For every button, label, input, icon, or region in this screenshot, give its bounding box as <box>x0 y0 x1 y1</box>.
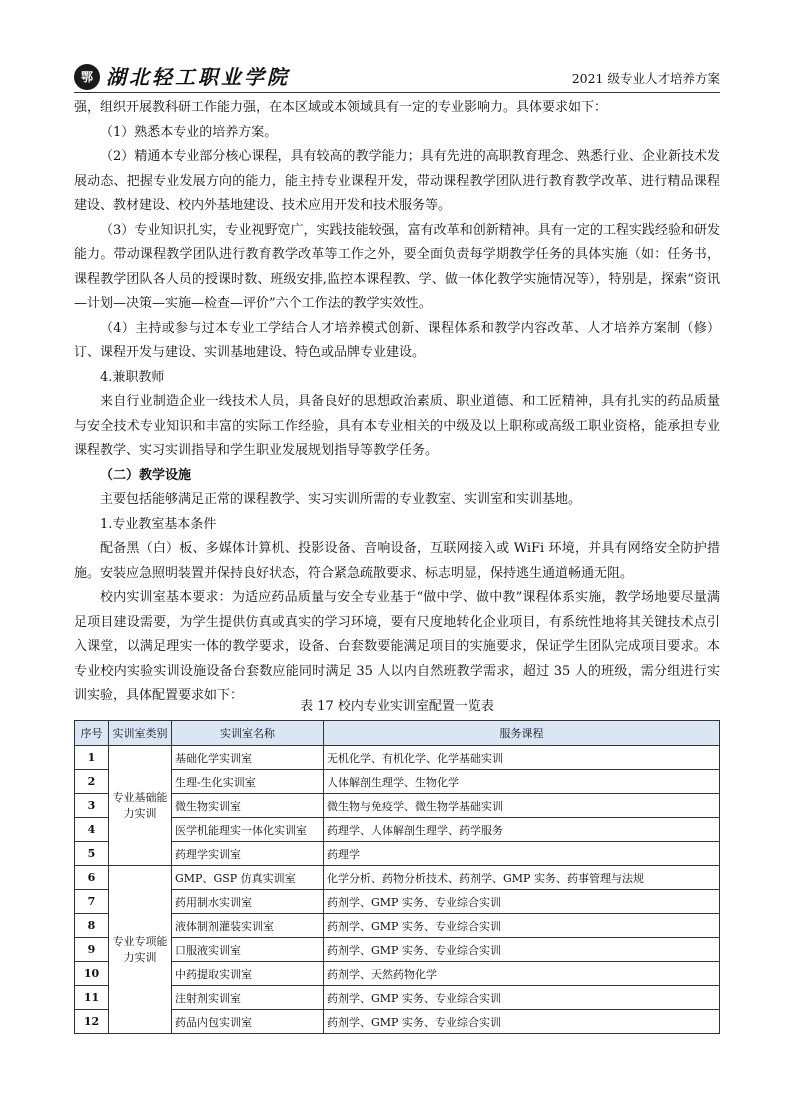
page-header <box>74 62 720 93</box>
row-lab-name: 液体制剂灌装实训室 <box>172 914 324 938</box>
table-header-row <box>75 721 720 746</box>
school-name: 湖北轻工职业学院 <box>106 65 290 89</box>
paragraph: 来自行业制造企业一线技术人员，具备良好的思想政治素质、职业道德、和工匠精神，具有扎实的药品质量与安全技术专业知识和丰富的实际工作经验，具有本专业相关的中级及以上职称或高级工职业资格，能承担专业课程教学、实习实训指导和学生职业发展规划指导等教学任务。 <box>74 394 720 458</box>
row-course: 药剂学、GMP 实务、专业综合实训 <box>324 914 720 938</box>
table-row <box>75 842 720 866</box>
table-row <box>75 890 720 914</box>
row-course: 人体解剖生理学、生物化学 <box>324 770 720 794</box>
table-row <box>75 938 720 962</box>
row-lab-name: 药理学实训室 <box>172 842 324 866</box>
row-lab-name: 基础化学实训室 <box>172 746 324 770</box>
paragraph: 校内实训室基本要求：为适应药品质量与安全专业基于“做中学、做中教”课程体系实施，教学场地要尽量满足项目建设需要，为学生提供仿真或真实的学习环境，要有尺度地转化企业项目，有系统性地将其关键技术点引入课堂，以满足理实一体的教学要求，设备、台套数要能满足项目的实施要求，保证学生团队完成项目要求。本专业校内实验实训设施设备台套数应能同时满足 35 人以内自然班教学需求，超过 35 人的班级，需分组进行实训实验，具体配置要求如下： <box>74 590 720 703</box>
row-no: 3 <box>75 794 109 818</box>
row-no: 4 <box>75 818 109 842</box>
row-lab-name: GMP、GSP 仿真实训室 <box>172 866 324 890</box>
row-course: 化学分析、药物分析技术、药剂学、GMP 实务、药事管理与法规 <box>324 866 720 890</box>
row-no: 7 <box>75 890 109 914</box>
row-no: 12 <box>75 1010 109 1034</box>
row-no: 2 <box>75 770 109 794</box>
row-course: 药剂学、GMP 实务、专业综合实训 <box>324 890 720 914</box>
row-lab-name: 医学机能理实一体化实训室 <box>172 818 324 842</box>
school-logo-icon: 鄂 <box>74 64 100 90</box>
subsection-heading: 1.专业教室基本条件 <box>100 516 217 532</box>
row-no: 10 <box>75 962 109 986</box>
table-row <box>75 818 720 842</box>
row-course: 药剂学、GMP 实务、专业综合实训 <box>324 938 720 962</box>
row-no: 9 <box>75 938 109 962</box>
row-course: 药剂学、GMP 实务、专业综合实训 <box>324 986 720 1010</box>
table-row <box>75 914 720 938</box>
row-lab-name: 微生物实训室 <box>172 794 324 818</box>
row-lab-name: 药用制水实训室 <box>172 890 324 914</box>
row-lab-name: 注射剂实训室 <box>172 986 324 1010</box>
row-course: 无机化学、有机化学、化学基础实训 <box>324 746 720 770</box>
table-row <box>75 866 720 890</box>
requirement-item: （2）精通本专业部分核心课程，具有较高的教学能力；具有先进的高职教育理念、熟悉行业、企业新技术发展动态、把握专业发展方向的能力，能主持专业课程开发，带动课程教学团队进行教育教学改革、进行精品课程建设、教材建设、校内外基地建设、技术应用开发和技术服务等。 <box>74 149 720 213</box>
table-row <box>75 794 720 818</box>
paragraph: 强，组织开展教科研工作能力强，在本区域或本领域具有一定的专业影响力。具体要求如下： <box>74 100 608 115</box>
row-lab-name: 药品内包实训室 <box>172 1010 324 1034</box>
requirement-item: （1）熟悉本专业的培养方案。 <box>100 124 278 140</box>
requirement-item: （3）专业知识扎实，专业视野宽广，实践技能较强，富有改革和创新精神。具有一定的工程实践经验和研发能力。带动课程教学团队进行教育教学改革等工作之外，要全面负责每学期教学任务的具体实施（如：任务书，课程教学团队各人员的授课时数、班级安排,监控本课程教、学、做一体化教学实施情况等），特别是，探索“资讯—计划—决策—实施—检查—评价”六个工作法的教学实效性。 <box>74 222 720 311</box>
row-course: 药剂学、GMP 实务、专业综合实训 <box>324 1010 720 1034</box>
table-row <box>75 746 720 770</box>
plan-title: 2021 级专业人才培养方案 <box>571 71 720 86</box>
row-lab-name: 中药提取实训室 <box>172 962 324 986</box>
header-no: 序号 <box>75 721 109 746</box>
paragraph: 配备黑（白）板、多媒体计算机、投影设备、音响设备，互联网接入或 WiFi 环境，并具有网络安全防护措施。安装应急照明装置并保持良好状态，符合紧急疏散要求、标志明显，保持逃生通道畅通无阻。 <box>74 541 720 581</box>
header-course: 服务课程 <box>324 721 720 746</box>
row-category: 专业基础能力实训 <box>109 746 172 866</box>
row-lab-name: 口服液实训室 <box>172 938 324 962</box>
row-course: 药理学、人体解剖生理学、药学服务 <box>324 818 720 842</box>
header-lab-name: 实训室名称 <box>172 721 324 746</box>
row-course: 药剂学、天然药物化学 <box>324 962 720 986</box>
document-body <box>74 96 720 709</box>
row-no: 5 <box>75 842 109 866</box>
table-caption: 表 17 校内专业实训室配置一览表 <box>300 699 494 714</box>
row-lab-name: 生理-生化实训室 <box>172 770 324 794</box>
table-row <box>75 962 720 986</box>
section-heading: （二）教学设施 <box>100 467 192 483</box>
row-no: 6 <box>75 866 109 890</box>
table-row <box>75 986 720 1010</box>
paragraph: 主要包括能够满足正常的课程教学、实习实训所需的专业教室、实训室和实训基地。 <box>100 492 582 507</box>
row-no: 8 <box>75 914 109 938</box>
lab-config-table <box>74 720 720 1034</box>
table-row <box>75 1010 720 1034</box>
requirement-item: （4）主持或参与过本专业工学结合人才培养模式创新、课程体系和教学内容改革、人才培养方案制（修）订、课程开发与建设、实训基地建设、特色或品牌专业建设。 <box>74 320 720 360</box>
row-category: 专业专项能力实训 <box>109 866 172 1034</box>
table-row <box>75 770 720 794</box>
row-course: 药理学 <box>324 842 720 866</box>
row-course: 微生物与免疫学、微生物学基础实训 <box>324 794 720 818</box>
header-category: 实训室类别 <box>109 721 172 746</box>
row-no: 11 <box>75 986 109 1010</box>
subsection-heading: 4.兼职教师 <box>100 369 165 385</box>
row-no: 1 <box>75 746 109 770</box>
